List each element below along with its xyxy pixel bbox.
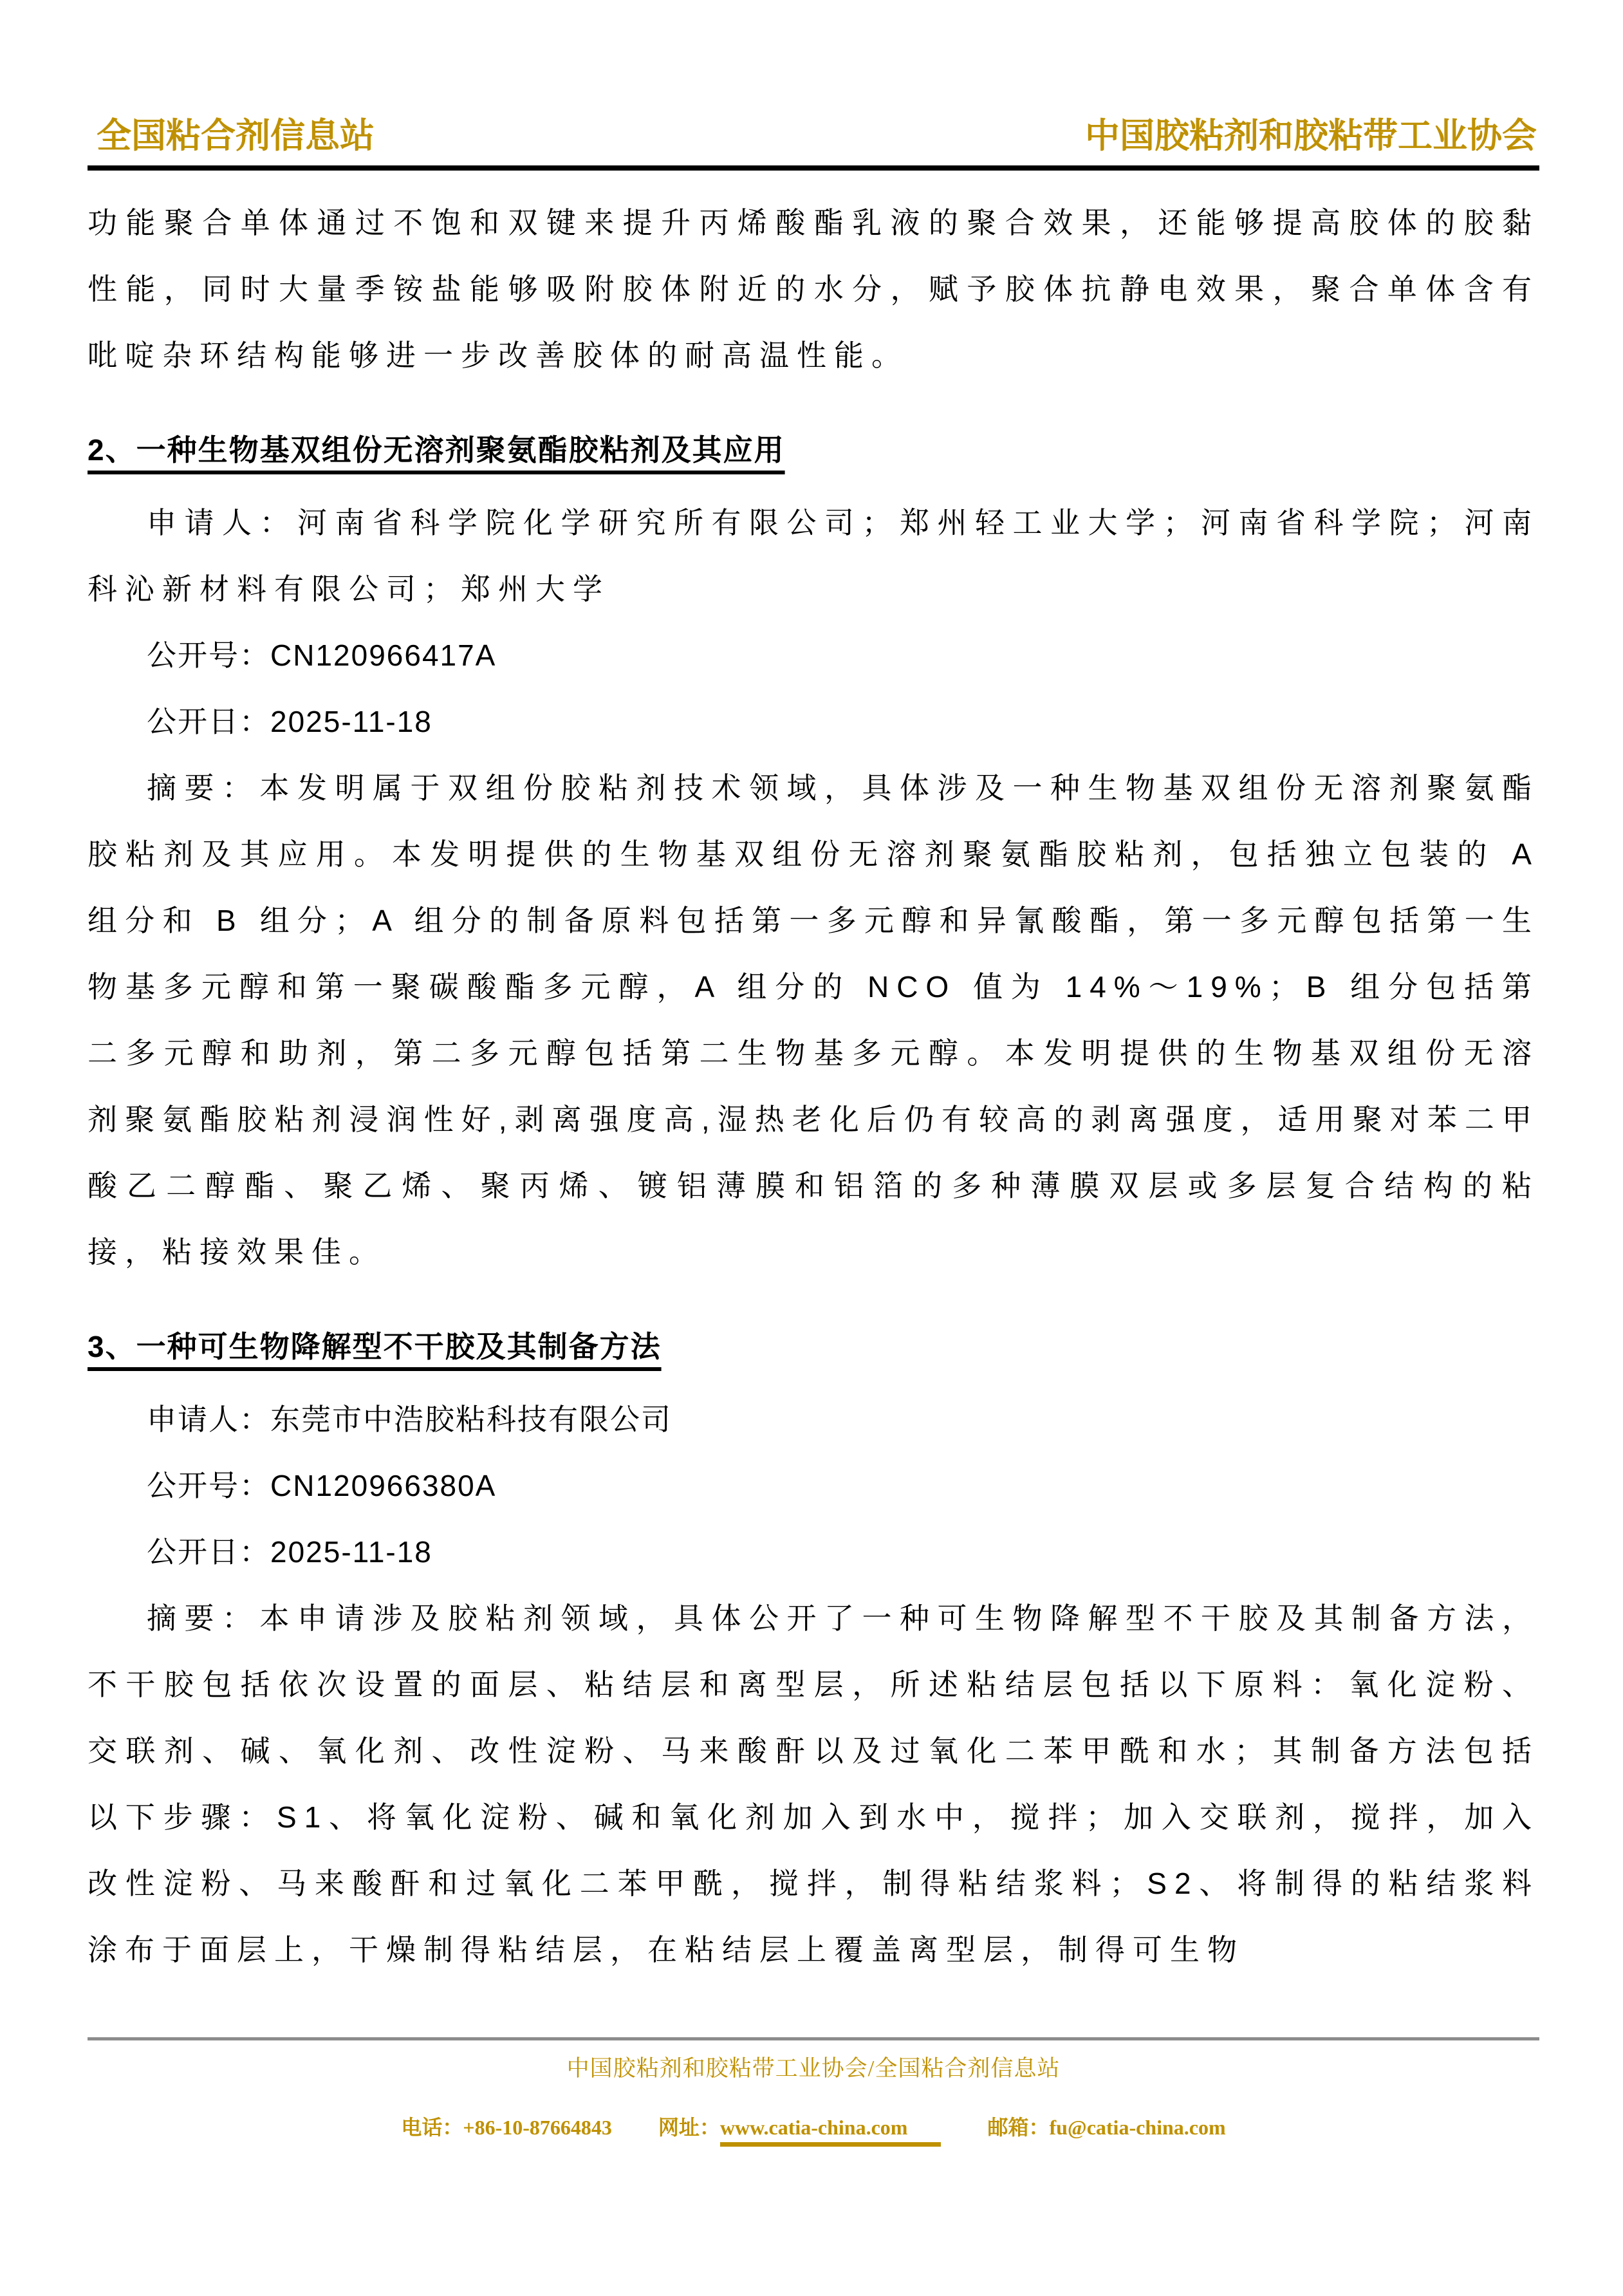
document-body [88,190,1539,1983]
patent-title: 2、一种生物基双组份无溶剂聚氨酯胶粘剂及其应用 [88,433,785,467]
patent-abstract: 摘要：本申请涉及胶粘剂领域，具体公开了一种可生物降解型不干胶及其制备方法，不干胶包括依次设置的面层、粘结层和离型层，所述粘结层包括以下原料：氧化淀粉、交联剂、碱、氧化剂、改性淀粉、马来酸酐以及过氧化二苯甲酰和水；其制备方法包括以下步骤：S1、将氧化淀粉、碱和氧化剂加入到水中，搅拌；加入交联剂，搅拌，加入改性淀粉、马来酸酐和过氧化二苯甲酰，搅拌，制得粘结浆料；S2、将制得的粘结浆料涂布于面层上，干燥制得粘结层，在粘结层上覆盖离型层，制得可生物 [88,1601,1539,1966]
phone-label: 电话： [401,2116,463,2139]
patent-section-2 [88,417,1539,1285]
website-label: 网址： [658,2116,720,2139]
phone-number: +86-10-87664843 [463,2116,612,2139]
header-left-org: 全国粘合剂信息站 [97,117,375,155]
patent-publication-date: 公开日：2025-11-18 [147,705,432,738]
page-header [88,108,1539,171]
footer-website [658,2116,941,2139]
page-footer [88,2037,1539,2141]
patent-section-3 [88,1314,1539,1983]
patent-applicant: 申请人：河南省科学院化学研究所有限公司；郑州轻工业大学；河南省科学院；河南科沁新材料有限公司；郑州大学 [88,506,1539,606]
patent-title: 3、一种可生物降解型不干胶及其制备方法 [88,1330,662,1363]
footer-contact-line [88,2111,1539,2141]
header-right-org: 中国胶粘剂和胶粘带工业协会 [1085,117,1537,155]
patent-publication-date: 公开日：2025-11-18 [147,1535,432,1569]
intro-paragraph: 功能聚合单体通过不饱和双键来提升丙烯酸酯乳液的聚合效果，还能够提高胶体的胶黏性能，同时大量季铵盐能够吸附胶体附近的水分，赋予胶体抗静电效果，聚合单体含有吡啶杂环结构能够进一步改善胶体的耐高温性能。 [88,206,1539,372]
footer-org-line: 中国胶粘剂和胶粘带工业协会/全国粘合剂信息站 [566,2056,1061,2081]
email-label: 邮箱： [987,2116,1050,2139]
email-address: fu@catia-china.com [1049,2116,1226,2139]
patent-abstract: 摘要：本发明属于双组份胶粘剂技术领域，具体涉及一种生物基双组份无溶剂聚氨酯胶粘剂及其应用。本发明提供的生物基双组份无溶剂聚氨酯胶粘剂，包括独立包装的 A 组分和 B 组分；A 组分的制备原料包括第一多元醇和异氰酸酯，第一多元醇包括第一生物基多元醇和第一聚碳酸酯多元醇，A 组分的 NCO 值为 14%～19%；B 组分包括第二多元醇和助剂，第二多元醇包括第二生物基多元醇。本发明提供的生物基双组份无溶剂聚氨酯胶粘剂浸润性好,剥离强度高,湿热老化后仍有较高的剥离强度，适用聚对苯二甲酸乙二醇酯、聚乙烯、聚丙烯、镀铝薄膜和铝箔的多种薄膜双层或多层复合结构的粘接，粘接效果佳。 [88,771,1539,1269]
footer-phone [401,2116,612,2139]
patent-publication-number: 公开号：CN120966417A [147,639,497,672]
page-content [88,0,1539,1983]
patent-publication-number: 公开号：CN120966380A [147,1469,497,1502]
website-link[interactable]: www.catia-china.com [720,2116,941,2147]
footer-email [987,2116,1225,2139]
patent-applicant: 申请人：东莞市中浩胶粘科技有限公司 [147,1403,672,1436]
